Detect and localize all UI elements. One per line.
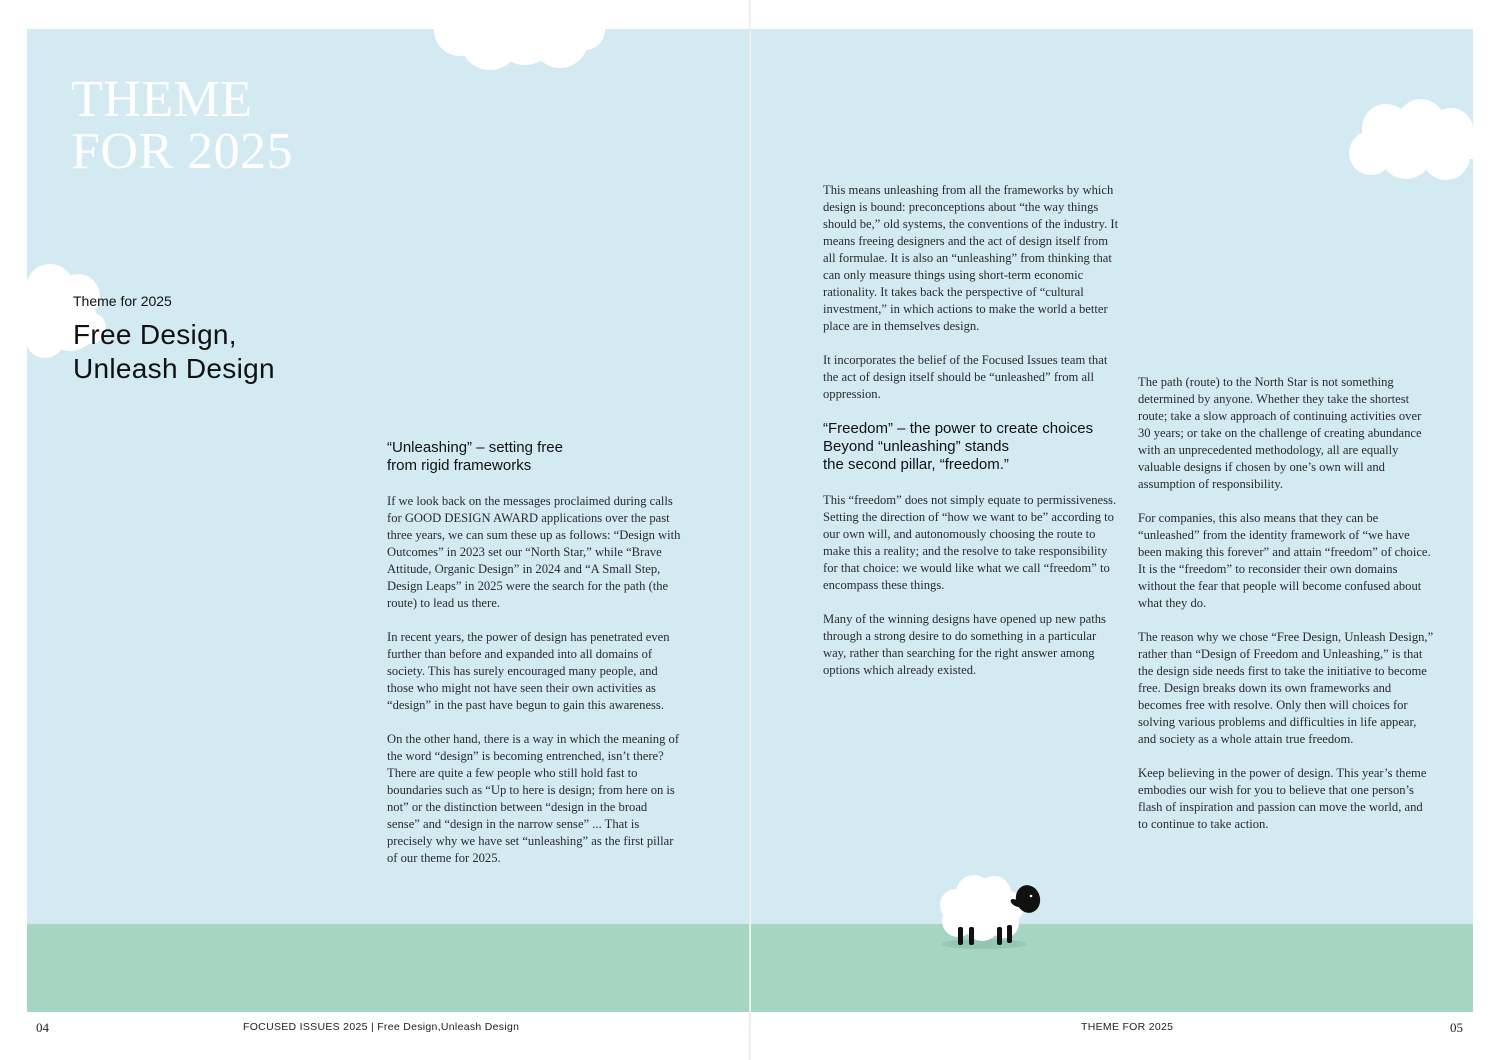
big-title-line: FOR 2025 bbox=[71, 123, 294, 180]
page-number: 05 bbox=[1450, 1020, 1463, 1035]
headline-line: Free Design, bbox=[73, 319, 237, 350]
grass-ground bbox=[27, 924, 749, 1012]
section-heading-line: “Unleashing” – setting free bbox=[387, 439, 563, 456]
section-heading-line: “Freedom” – the power to create choices bbox=[823, 420, 1094, 437]
body-paragraph: This means unleashing from all the frameworks by which design is bound: preconceptions about “the way things should be,” old systems, the conventions of the industry. It means freeing designers and the act of design itself from all formulae. It is also an “unleashing” from thinking that can only measure things using short-term economic rationality. It takes back the perspective of “cultural investment,” in which actions to make the world a better place are in themselves design. bbox=[823, 183, 1119, 333]
section-heading-line: the second pillar, “freedom.” bbox=[823, 456, 1009, 473]
body-paragraph: For companies, this also means that they can be “unleashed” from the identity framework of “we have been making this forever” and attain “freedom” of choice. It is the “freedom” to reconsider their own domains without the fear that people will become confused about what they do. bbox=[1138, 511, 1431, 610]
big-title-line: THEME bbox=[71, 71, 253, 128]
kicker-label: Theme for 2025 bbox=[73, 293, 172, 309]
body-column-middle bbox=[823, 182, 1119, 696]
body-paragraph: This “freedom” does not simply equate to permissiveness. Setting the direction of “how we want to be” according to our own will, and autonomously choosing the route to make this a reality; and the resolve to take responsibility for that choice: we would like what we call “freedom” to encompass these things. bbox=[823, 493, 1117, 592]
body-column-right bbox=[1138, 374, 1434, 850]
left-page bbox=[0, 0, 749, 1060]
body-paragraph: It incorporates the belief of the Focused Issues team that the act of design itself should be “unleashed” from all oppression. bbox=[823, 353, 1108, 401]
section-heading-unleashing bbox=[387, 439, 683, 475]
article-headline bbox=[73, 318, 275, 386]
grass-ground bbox=[751, 924, 1473, 1012]
cloud-icon bbox=[1346, 98, 1473, 183]
body-paragraph: Keep believing in the power of design. This year’s theme embodies our wish for you to believe that one person’s flash of inspiration and passion can move the world, and to continue to take action. bbox=[1138, 766, 1427, 831]
cloud-icon bbox=[420, 0, 610, 80]
body-paragraph: In recent years, the power of design has penetrated even further than before and expanded into all domains of society. This has surely encouraged many people, and those who might not have seen their own activities as “design” in the past have begun to gain this awareness. bbox=[387, 630, 670, 712]
body-paragraph: If we look back on the messages proclaimed during calls for GOOD DESIGN AWARD applications over the past three years, we can sum these up as follows: “Design with Outcomes” in 2023 set our “North Star,” while “Brave Attitude, Organic Design” in 2024 and “A Small Step, Design Leaps” in 2025 were the search for the path (the route) to lead us there. bbox=[387, 494, 681, 610]
running-header: THEME FOR 2025 bbox=[1081, 1021, 1174, 1033]
right-page bbox=[751, 0, 1500, 1060]
sheep-icon bbox=[936, 865, 1046, 955]
body-paragraph: Many of the winning designs have opened up new paths through a strong desire to do something in a particular way, rather than searching for the right answer among options which already existed. bbox=[823, 612, 1106, 677]
body-column-left bbox=[387, 439, 683, 884]
page-number: 04 bbox=[36, 1020, 49, 1035]
page-big-title bbox=[71, 71, 294, 180]
section-heading-line: Beyond “unleashing” stands bbox=[823, 438, 1009, 455]
body-paragraph: On the other hand, there is a way in which the meaning of the word “design” is becoming entrenched, isn’t there? There are quite a few people who still hold fast to boundaries such as “Up to here is design; from here on is not” or the distinction between “design in the broad sense” and “design in the narrow sense” ... That is precisely why we have set “unleashing” as the first pillar of our theme for 2025. bbox=[387, 732, 680, 865]
section-heading-line: from rigid frameworks bbox=[387, 457, 532, 474]
headline-line: Unleash Design bbox=[73, 353, 275, 384]
body-paragraph: The reason why we chose “Free Design, Unleash Design,” rather than “Design of Freedom and Unleashing,” is that the design side needs first to take the initiative to become free. Design breaks down its own frameworks and becomes free with resolve. Only then will choices for solving various problems and difficulties in life appear, and society as a whole attain true freedom. bbox=[1138, 630, 1434, 746]
running-footer: FOCUSED ISSUES 2025 | Free Design,Unleash Design bbox=[243, 1021, 520, 1033]
section-heading-freedom bbox=[823, 420, 1119, 474]
body-paragraph: The path (route) to the North Star is not something determined by anyone. Whether they take the shortest route; take a slow approach of continuing activities over 30 years; or take on the challenge of creating abundance with an unprecedented methodology, all are equally valuable designs if chosen by one’s own will and assumption of responsibility. bbox=[1138, 375, 1422, 491]
